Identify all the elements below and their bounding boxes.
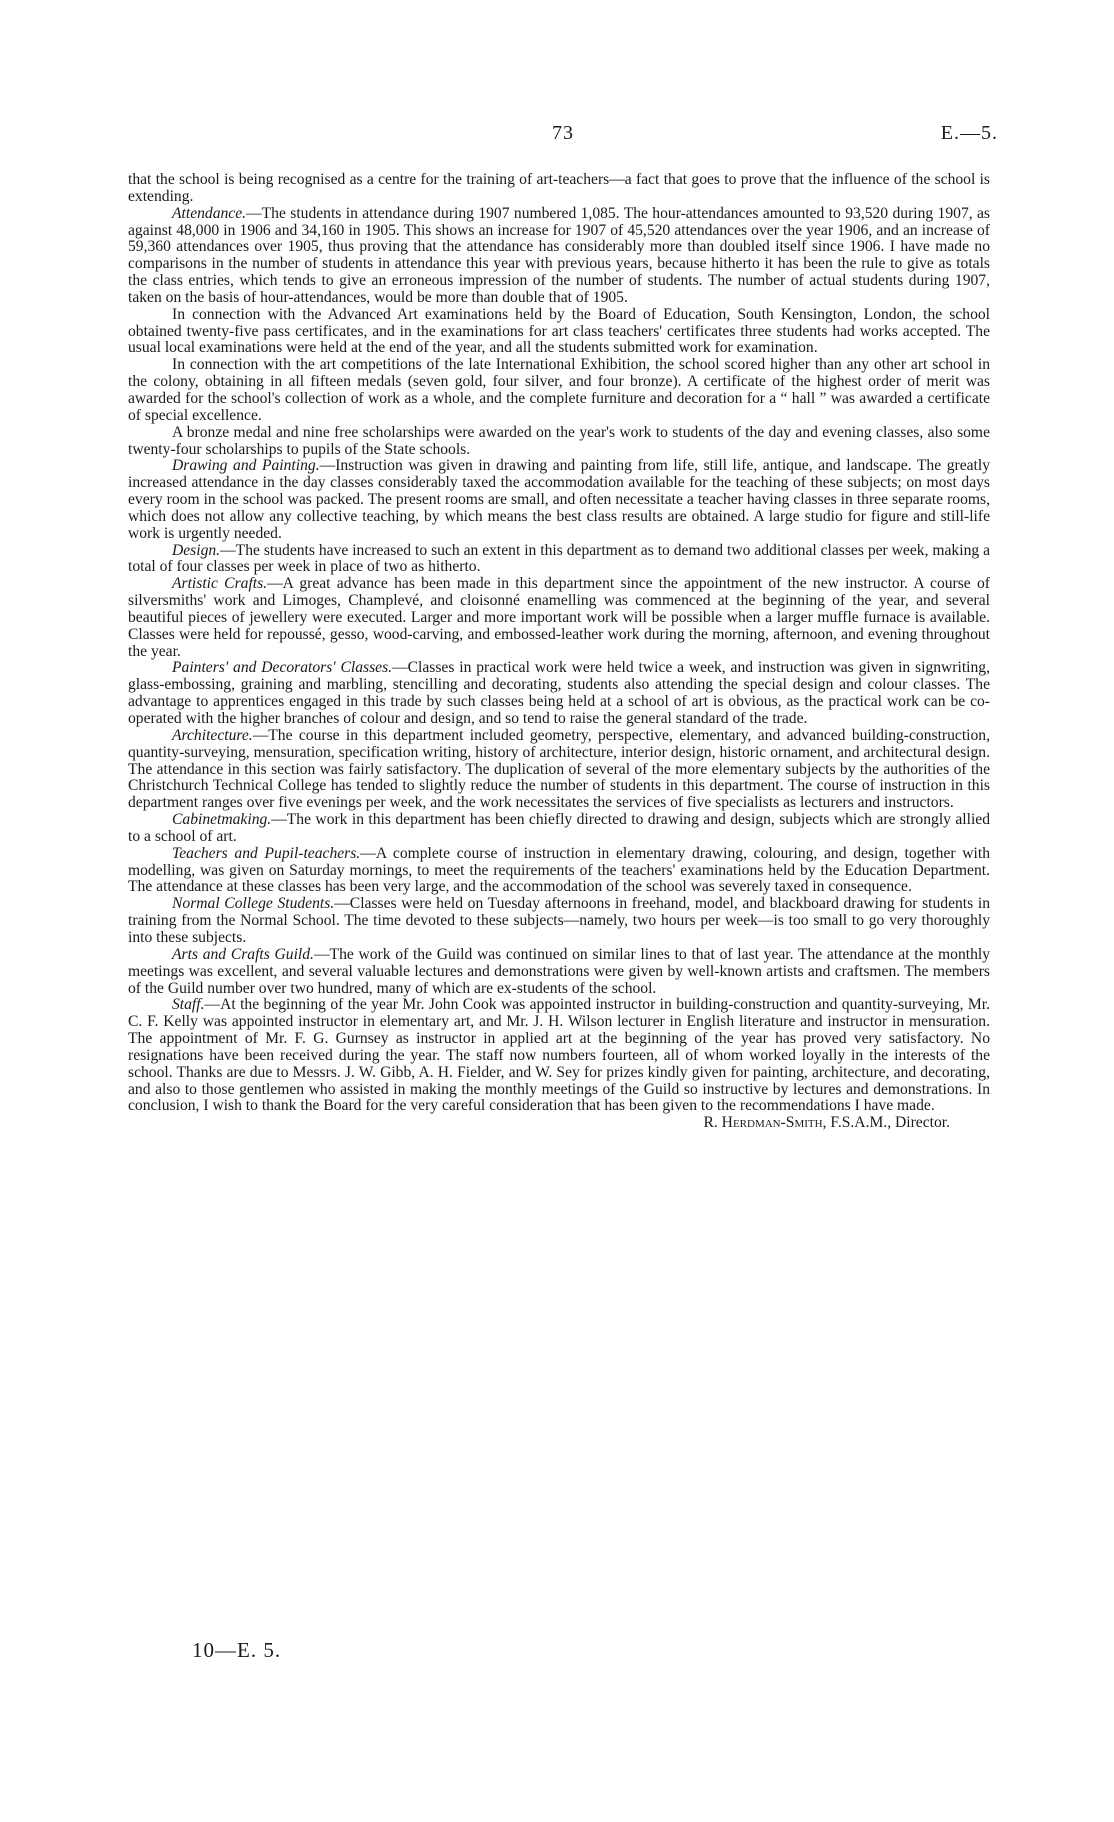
page-header (128, 122, 998, 150)
signature (128, 1115, 990, 1132)
signature-name: R. Herdman-Smith (703, 1114, 823, 1132)
paragraph-advanced-art (128, 307, 990, 358)
paragraph-exhibition (128, 357, 990, 424)
paragraph-artistic-crafts (128, 576, 990, 660)
paragraph-text: —The work in this department has been chiefly directed to drawing and design, subjects which are strongly allied to a school of art. (128, 811, 990, 845)
paragraph-text: that the school is being recognised as a centre for the training of art-teachers—a fact that goes to prove that the influence of the school is extending. (128, 171, 990, 205)
paragraph-heading: Staff. (172, 996, 205, 1014)
paragraph-text: —The students have increased to such an extent in this department as to demand two additional classes per week, making a total of four classes per week in place of two as hitherto. (128, 541, 990, 576)
paragraph-architecture (128, 728, 990, 812)
paragraph-heading: Artistic Crafts. (172, 575, 268, 593)
paragraph-teachers (128, 846, 990, 897)
paragraph-heading: Arts and Crafts Guild. (172, 945, 314, 963)
paragraph-scholarships (128, 425, 990, 459)
paragraph-painters-decorators (128, 660, 990, 727)
footer-reference: 10—E. 5. (192, 1638, 282, 1662)
paragraph-heading: Drawing and Painting. (172, 457, 320, 475)
paragraph-text: —Classes were held on Tuesday afternoons in freehand, model, and blackboard drawing for students in training from the Normal School. The time devoted to these subjects—namely, two hours per week—is too small to go very thoroughly into these subjects. (128, 895, 990, 946)
paragraph-text: —A complete course of instruction in elementary drawing, colouring, and design, together with modelling, was given on Saturday mornings, to meet the requirements of the teachers' examinations held by the Education Department. The attendance at these classes has been very large, and the accommodation of the school was severely taxed in consequence. (128, 844, 991, 896)
paragraph-normal-college (128, 896, 990, 947)
paragraph-heading: Design. (172, 541, 221, 559)
document-reference: E.—5. (940, 122, 998, 144)
report-body (128, 172, 990, 1132)
paragraph-text: In connection with the art competitions of the late International Exhibition, the school scored higher than any other art school in the colony, obtaining in all fifteen medals (seven gold, four silver, and four bronze). A certificate of the highest order of merit was awarded for the school's collection of work as a whole, and the complete furniture and decoration for a “ hall ” was awarded a certificate of special excellence. (128, 356, 990, 424)
paragraph-text: —The course in this department included geometry, perspective, elementary, and advanced building-construction, quantity-surveying, mensuration, specification writing, history of architecture, interior design, historic ornament, and architectural design. The attendance in this section was fairly satisfactory. The duplication of several of the more elementary subjects by the authorities of the Christchurch Technical College has tended to slightly reduce the number of students in this department. The course of instruction in this department ranges over five evenings per week, and the work necessitates the services of five specialists as lecturers and instructors. (128, 726, 990, 812)
page-number: 73 (552, 122, 574, 144)
paragraph-text: —At the beginning of the year Mr. John Cook was appointed instructor in building-construction and quantity-surveying, Mr. C. F. Kelly was appointed instructor in elementary art, and Mr. J. H. Wilson lecturer in English literature and instructor in mensuration. The appointment of Mr. F. G. Gurnsey as instructor in applied art at the beginning of the year has proved very satisfactory. No resignations have been received during the year. The staff now numbers fourteen, all of whom worked loyally in the interests of the school. Thanks are due to Messrs. J. W. Gibb, A. H. Fielder, and W. Sey for prizes kindly given for painting, architecture, and decorating, and also to those gentlemen who assisted in making the monthly meetings of the Guild so instructive by lectures and demonstrations. In conclusion, I wish to thank the Board for the very careful consideration that has been given to the recommendations I have made. (128, 996, 990, 1115)
paragraph-text: —The work of the Guild was continued on similar lines to that of last year. The attendance at the monthly meetings was excellent, and several valuable lectures and demonstrations were given by well-known artists and craftsmen. The members of the Guild number over two hundred, many of which are ex-students of the school. (128, 945, 990, 997)
paragraph-text: —The students in attendance during 1907 numbered 1,085. The hour-attendances amounted to 93,520 during 1907, as against 48,000 in 1906 and 34,160 in 1905. This shows an increase for 1907 of 45,520 attendances over the year 1906, and an increase of 59,360 attendances over 1905, thus proving that the attendance has considerably more than doubled itself since 1906. I have made no comparisons in the number of students in attendance this year with previous years, because hitherto it has been the rule to give as totals the class entries, which tends to give an erroneous impression of the number of students. The number of actual students during 1907, taken on the basis of hour-attendances, would be more than double that of 1905. (128, 204, 990, 306)
paragraph-continuation (128, 172, 990, 206)
paragraph-text: In connection with the Advanced Art examinations held by the Board of Education, South Kensington, London, the school obtained twenty-five pass certificates, and in the examinations for art class teachers' certificates three students had works accepted. The usual local examinations were held at the end of the year, and all the students submitted work for examination. (128, 305, 990, 357)
paragraph-attendance (128, 206, 990, 307)
paragraph-text: —Instruction was given in drawing and painting from life, still life, antique, and landscape. The greatly increased attendance in the day classes considerably taxed the accommodation available for the teaching of these subjects; on most days every room in the school was packed. The present rooms are small, and often necessitate a teacher having classes in three separate rooms, which does not allow any collective teaching, by which means the best class results are obtained. A large studio for figure and still-life work is urgently needed. (128, 457, 990, 542)
paragraph-heading: Cabinetmaking. (172, 811, 272, 829)
paragraph-text: —A great advance has been made in this department since the appointment of the new instructor. A course of silversmiths' work and Limoges, Champlevé, and cloisonné enamelling was commenced at the beginning of the year, and several beautiful pieces of jewellery were executed. Larger and more important work will be possible when a larger muffle furnace is available. Classes were held for repoussé, gesso, wood-carving, and embossed-leather work during the morning, afternoon, and evening throughout the year. (128, 575, 990, 660)
paragraph-heading: Teachers and Pupil-teachers. (172, 844, 361, 862)
paragraph-staff (128, 997, 990, 1115)
paragraph-text: A bronze medal and nine free scholarships were awarded on the year's work to students of the day and evening classes, also some twenty-four scholarships to pupils of the State schools. (128, 423, 990, 458)
paragraph-heading: Normal College Students. (172, 895, 335, 913)
paragraph-arts-crafts-guild (128, 947, 990, 998)
signature-title: , F.S.A.M., Director. (822, 1114, 950, 1132)
paragraph-drawing-painting (128, 458, 990, 542)
paragraph-heading: Attendance. (172, 204, 247, 222)
paragraph-cabinetmaking (128, 812, 990, 846)
paragraph-design (128, 543, 990, 577)
paragraph-text: —Classes in practical work were held twice a week, and instruction was given in signwriting, glass-embossing, graining and marbling, stencilling and decorating, students also attending the special design and colour classes. The advantage to apprentices engaged in this trade by such classes being held at a school of art is obvious, as the practical work can be co-operated with the higher branches of colour and design, and so tend to raise the general standard of the trade. (128, 659, 990, 727)
paragraph-heading: Architecture. (172, 726, 253, 744)
paragraph-heading: Painters' and Decorators' Classes. (172, 659, 393, 677)
